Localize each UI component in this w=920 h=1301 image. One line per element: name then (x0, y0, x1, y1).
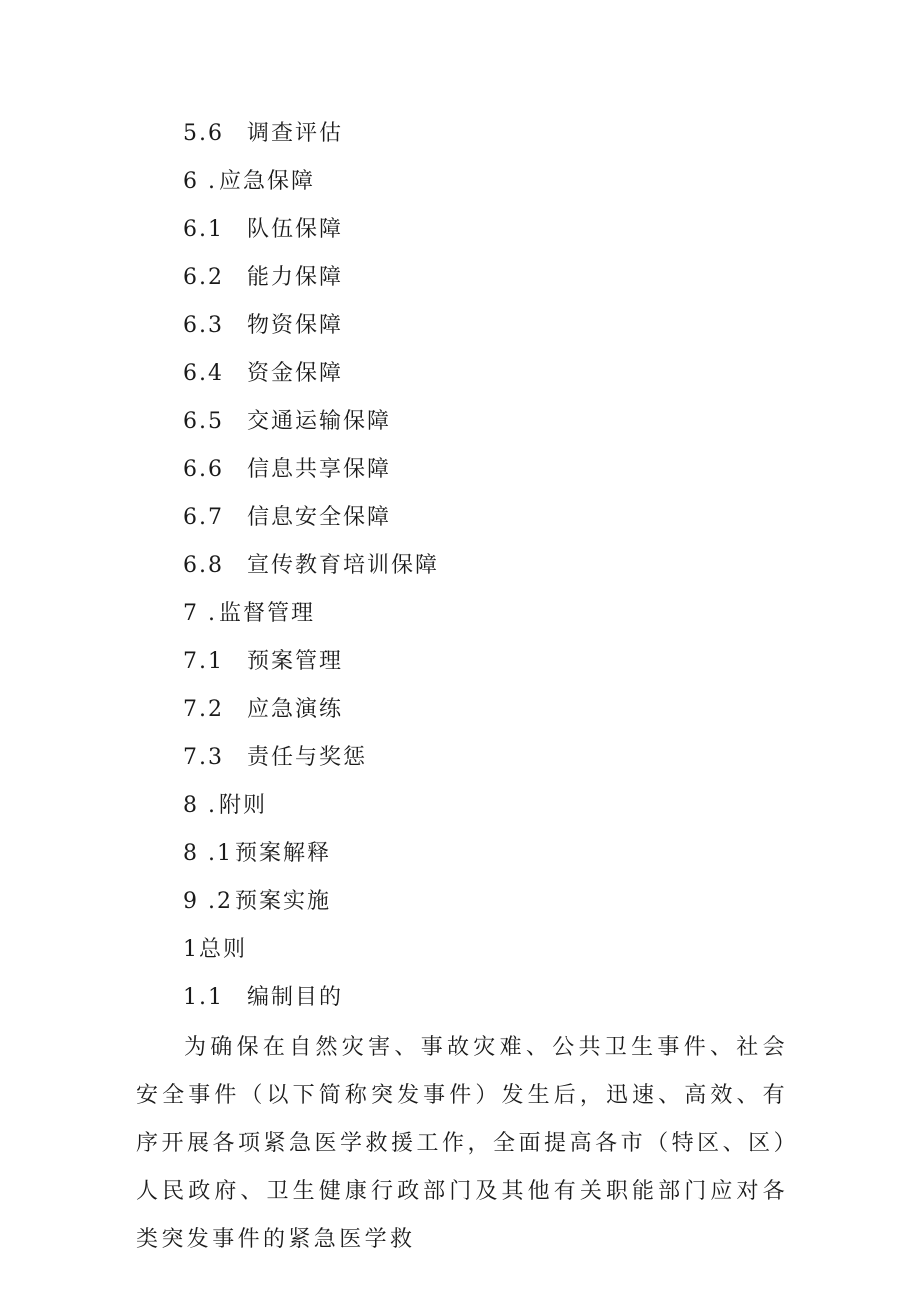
toc-item (183, 116, 803, 164)
toc-item-title: 总则 (199, 937, 248, 962)
toc-item-number: 1.1 (183, 985, 224, 1010)
body-paragraph: 为确保在自然灾害、事故灾难、公共卫生事件、社会安全事件（以下简称突发事件）发生后，迅速、高效、有序开展各项紧急医学救援工作，全面提高各市（特区、区）人民政府、卫生健康行政部门及其他有关职能部门应对各类突发事件的紧急医学救 (136, 1035, 788, 1252)
toc-item-title: 附则 (218, 793, 267, 818)
toc-item-title: 应急保障 (218, 169, 315, 194)
toc-item-number: 6.1 (183, 217, 224, 242)
toc-item (183, 212, 803, 260)
toc-item-title: 调查评估 (247, 121, 344, 146)
toc-item-title: 监督管理 (218, 601, 315, 626)
toc-item (183, 884, 803, 932)
toc-item (183, 596, 803, 644)
toc-item-title: 物资保障 (247, 313, 344, 338)
toc-item-number: 7.2 (183, 697, 224, 722)
toc-item-number: 1 (183, 937, 199, 962)
toc-item (183, 836, 803, 884)
toc-item-title: 宣传教育培训保障 (247, 553, 440, 578)
toc-item-number: 6 . (183, 169, 217, 194)
toc-item-number: 7.1 (183, 649, 224, 674)
toc-item-number: 6.4 (183, 361, 224, 386)
toc-item-number: 6.5 (183, 409, 224, 434)
toc-item-number: 6.3 (183, 313, 224, 338)
toc-item (183, 980, 803, 1028)
toc-item (183, 404, 803, 452)
toc-item-title: 信息安全保障 (247, 505, 392, 530)
toc-item-number: 9 .2 (183, 889, 233, 914)
toc-item (183, 500, 803, 548)
toc-item (183, 308, 803, 356)
table-of-contents (183, 116, 803, 1028)
toc-item-title: 预案解释 (234, 841, 331, 866)
toc-item (183, 164, 803, 212)
toc-item (183, 452, 803, 500)
toc-item-number: 7 . (183, 601, 217, 626)
toc-item-number: 5.6 (183, 121, 224, 146)
toc-item-title: 责任与奖惩 (247, 745, 368, 770)
toc-item-title: 资金保障 (247, 361, 344, 386)
toc-item (183, 932, 803, 980)
toc-item-number: 8 .1 (183, 841, 233, 866)
toc-item (183, 644, 803, 692)
toc-item-title: 预案实施 (234, 889, 331, 914)
toc-item-number: 6.7 (183, 505, 224, 530)
toc-item (183, 692, 803, 740)
toc-item-number: 8 . (183, 793, 217, 818)
toc-item-number: 6.6 (183, 457, 224, 482)
toc-item-number: 7.3 (183, 745, 224, 770)
toc-item-number: 6.8 (183, 553, 224, 578)
toc-item (183, 548, 803, 596)
toc-item-title: 信息共享保障 (247, 457, 392, 482)
toc-item-title: 应急演练 (247, 697, 344, 722)
toc-item (183, 788, 803, 836)
toc-item (183, 740, 803, 788)
toc-item-title: 编制目的 (247, 985, 344, 1010)
toc-item-title: 预案管理 (247, 649, 344, 674)
toc-item (183, 356, 803, 404)
toc-item-title: 队伍保障 (247, 217, 344, 242)
toc-item (183, 260, 803, 308)
toc-item-title: 能力保障 (247, 265, 344, 290)
toc-item-title: 交通运输保障 (247, 409, 392, 434)
toc-item-number: 6.2 (183, 265, 224, 290)
